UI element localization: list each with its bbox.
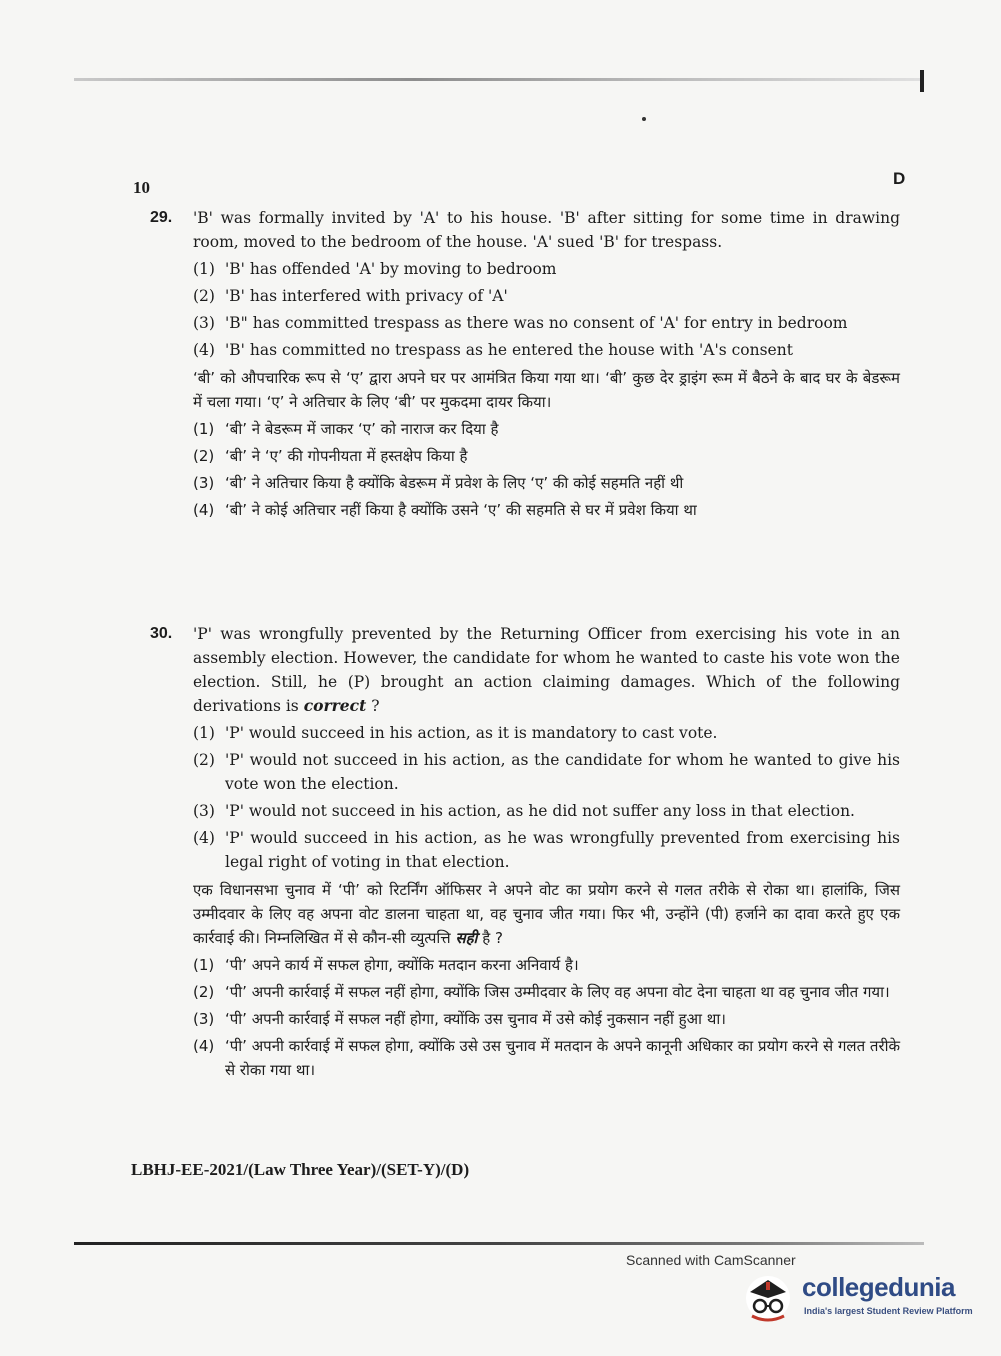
brand-tagline: India's largest Student Review Platform bbox=[804, 1306, 973, 1316]
stem-text: 'P' was wrongfully prevented by the Returning Officer from exercising his vote in an assembly election. However, the candidate for whom he wanted to caste his vote won the election. Still, he (P) brought an action claiming damages. Which of the following derivations is bbox=[193, 625, 900, 715]
option-hindi bbox=[193, 471, 900, 495]
exam-code: LBHJ-EE-2021/(Law Three Year)/(SET-Y)/(D) bbox=[131, 1160, 470, 1179]
option-number: (1) bbox=[193, 956, 215, 974]
option-number: (4) bbox=[193, 341, 215, 359]
brand-name: collegedunia bbox=[802, 1272, 955, 1302]
stem-emphasis: correct bbox=[303, 696, 367, 715]
option-english bbox=[193, 311, 900, 335]
stem-text: एक विधानसभा चुनाव में ‘पी’ को रिटर्निंग ऑफिसर ने अपने वोट का प्रयोग करने से गलत तरीके से रोका था। हालांकि, जिस उम्मीदवार के लिए वह अपना वोट डालना चाहता था, वह चुनाव जीत गया। फिर भी, उन्होंने (पी) हर्जाने का दावा करते हुए एक कार्रवाई की। निम्नलिखित में से कौन-सी व्युत्पत्ति bbox=[193, 881, 900, 947]
option-english bbox=[193, 799, 900, 823]
question-number: 30. bbox=[150, 625, 173, 642]
option-number: (4) bbox=[193, 501, 215, 519]
option-hindi bbox=[193, 1034, 900, 1082]
corner-mark bbox=[920, 70, 924, 92]
bottom-scan-rule bbox=[74, 1242, 924, 1245]
option-number: (2) bbox=[193, 983, 215, 1001]
option-number: (1) bbox=[193, 724, 215, 742]
option-number: (2) bbox=[193, 751, 215, 769]
option-number: (2) bbox=[193, 287, 215, 305]
option-number: (2) bbox=[193, 447, 215, 465]
option-text: 'P' would succeed in his action, as it is mandatory to cast vote. bbox=[225, 724, 718, 742]
option-text: 'B' has committed no trespass as he entered the house with 'A's consent bbox=[225, 341, 793, 359]
scan-dot bbox=[642, 117, 646, 121]
option-number: (1) bbox=[193, 260, 215, 278]
student-mascot-icon bbox=[740, 1268, 796, 1324]
question-29 bbox=[150, 206, 900, 522]
option-number: (3) bbox=[193, 474, 215, 492]
option-text: 'P' would succeed in his action, as he was wrongfully prevented from exercising his legal right of voting in that election. bbox=[225, 829, 900, 871]
option-text: 'B' has interfered with privacy of 'A' bbox=[225, 287, 508, 305]
option-text: ‘बी’ ने बेडरूम में जाकर ‘ए’ को नाराज कर दिया है bbox=[225, 420, 499, 438]
option-hindi bbox=[193, 1007, 900, 1031]
option-english bbox=[193, 826, 900, 874]
page-number: 10 bbox=[133, 178, 150, 197]
set-letter: D bbox=[893, 169, 906, 188]
option-text: ‘पी’ अपनी कार्रवाई में सफल नहीं होगा, क्योंकि जिस उम्मीदवार के लिए वह अपना वोट देना चाहता था वह चुनाव जीत गया। bbox=[225, 983, 890, 1001]
option-english bbox=[193, 284, 900, 308]
question-stem-hindi: ‘बी’ को औपचारिक रूप से ‘ए’ द्वारा अपने घर पर आमंत्रित किया गया था। ‘बी’ कुछ देर ड्राइंग रूम में बैठने के बाद घर के बेडरूम में चला गया। ‘ए’ ने अतिचार के लिए ‘बी’ पर मुकदमा दायर किया। bbox=[193, 369, 900, 411]
collegedunia-watermark bbox=[740, 1266, 980, 1328]
option-text: 'B' has offended 'A' by moving to bedroom bbox=[225, 260, 557, 278]
question-stem-english bbox=[193, 622, 900, 718]
option-number: (1) bbox=[193, 420, 215, 438]
option-hindi bbox=[193, 444, 900, 468]
option-number: (4) bbox=[193, 829, 215, 847]
stem-emphasis: सही bbox=[455, 929, 478, 947]
stem-end: है ? bbox=[477, 929, 503, 947]
option-number: (3) bbox=[193, 314, 215, 332]
option-text: 'P' would not succeed in his action, as he did not suffer any loss in that election. bbox=[225, 802, 855, 820]
option-text: ‘बी’ ने ‘ए’ की गोपनीयता में हस्तक्षेप किया है bbox=[225, 447, 468, 465]
question-30 bbox=[150, 622, 900, 1082]
question-number: 29. bbox=[150, 209, 173, 226]
stem-end: ? bbox=[366, 697, 380, 715]
option-english bbox=[193, 257, 900, 281]
option-text: ‘बी’ ने कोई अतिचार नहीं किया है क्योंकि उसने ‘ए’ की सहमति से घर में प्रवेश किया था bbox=[225, 501, 697, 519]
option-text: 'B" has committed trespass as there was no consent of 'A' for entry in bedroom bbox=[225, 314, 848, 332]
option-text: ‘पी’ अपने कार्य में सफल होगा, क्योंकि मतदान करना अनिवार्य है। bbox=[225, 956, 579, 974]
top-scan-rule bbox=[74, 78, 924, 81]
option-number: (3) bbox=[193, 802, 215, 820]
option-text: ‘बी’ ने अतिचार किया है क्योंकि बेडरूम में प्रवेश के लिए ‘ए’ की कोई सहमति नहीं थी bbox=[225, 474, 684, 492]
option-hindi bbox=[193, 980, 900, 1004]
option-english bbox=[193, 748, 900, 796]
question-stem-english: 'B' was formally invited by 'A' to his house. 'B' after sitting for some time in drawing room, moved to the bedroom of the house. 'A' sued 'B' for trespass. bbox=[193, 209, 900, 251]
question-stem-hindi bbox=[193, 878, 900, 950]
option-hindi bbox=[193, 498, 900, 522]
option-english bbox=[193, 721, 900, 745]
option-hindi bbox=[193, 953, 900, 977]
option-number: (3) bbox=[193, 1010, 215, 1028]
option-text: ‘पी’ अपनी कार्रवाई में सफल होगा, क्योंकि उसे उस चुनाव में मतदान के अपने कानूनी अधिकार का प्रयोग करने से गलत तरीके से रोका गया था। bbox=[225, 1037, 900, 1079]
option-english bbox=[193, 338, 900, 362]
option-text: 'P' would not succeed in his action, as the candidate for whom he wanted to give his vote won the election. bbox=[225, 751, 900, 793]
scanned-with-label: Scanned with CamScanner bbox=[626, 1252, 796, 1268]
option-number: (4) bbox=[193, 1037, 215, 1055]
option-text: ‘पी’ अपनी कार्रवाई में सफल नहीं होगा, क्योंकि उस चुनाव में उसे कोई नुकसान नहीं हुआ था। bbox=[225, 1010, 726, 1028]
option-hindi bbox=[193, 417, 900, 441]
